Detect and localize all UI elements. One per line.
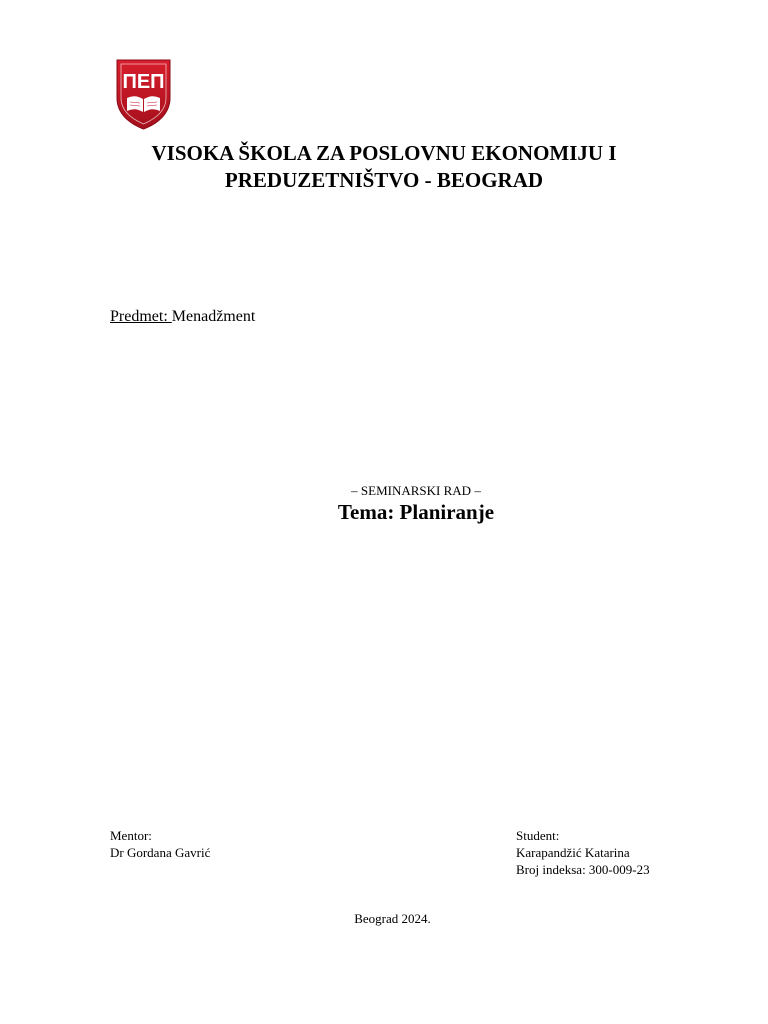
- paper-topic: Tema: Planiranje: [337, 500, 495, 524]
- paper-type: – SEMINARSKI RAD –: [351, 483, 481, 498]
- student-name: Karapandžić Katarina: [516, 845, 630, 860]
- logo-text: ПЕП: [122, 71, 165, 93]
- school-logo: [115, 58, 172, 130]
- institution-line-1: VISOKA ŠKOLA ZA POSLOVNU EKONOMIJU I: [151, 141, 617, 165]
- place-date: Beograd 2024.: [354, 911, 431, 926]
- institution-name: [0, 140, 768, 194]
- shield-icon: [115, 58, 172, 130]
- mentor-name: Dr Gordana Gavrić: [110, 845, 211, 860]
- mentor-label: Mentor:: [110, 828, 152, 843]
- institution-line-2: PREDUZETNIŠTVO - BEOGRAD: [224, 168, 544, 192]
- student-block: [516, 827, 650, 878]
- subject-label: Predmet:: [110, 308, 172, 325]
- student-label: Student:: [516, 828, 560, 843]
- student-index: Broj indeksa: 300-009-23: [516, 862, 650, 877]
- subject: [110, 308, 255, 326]
- mentor-block: [110, 827, 210, 861]
- subject-value: Menadžment: [171, 308, 256, 325]
